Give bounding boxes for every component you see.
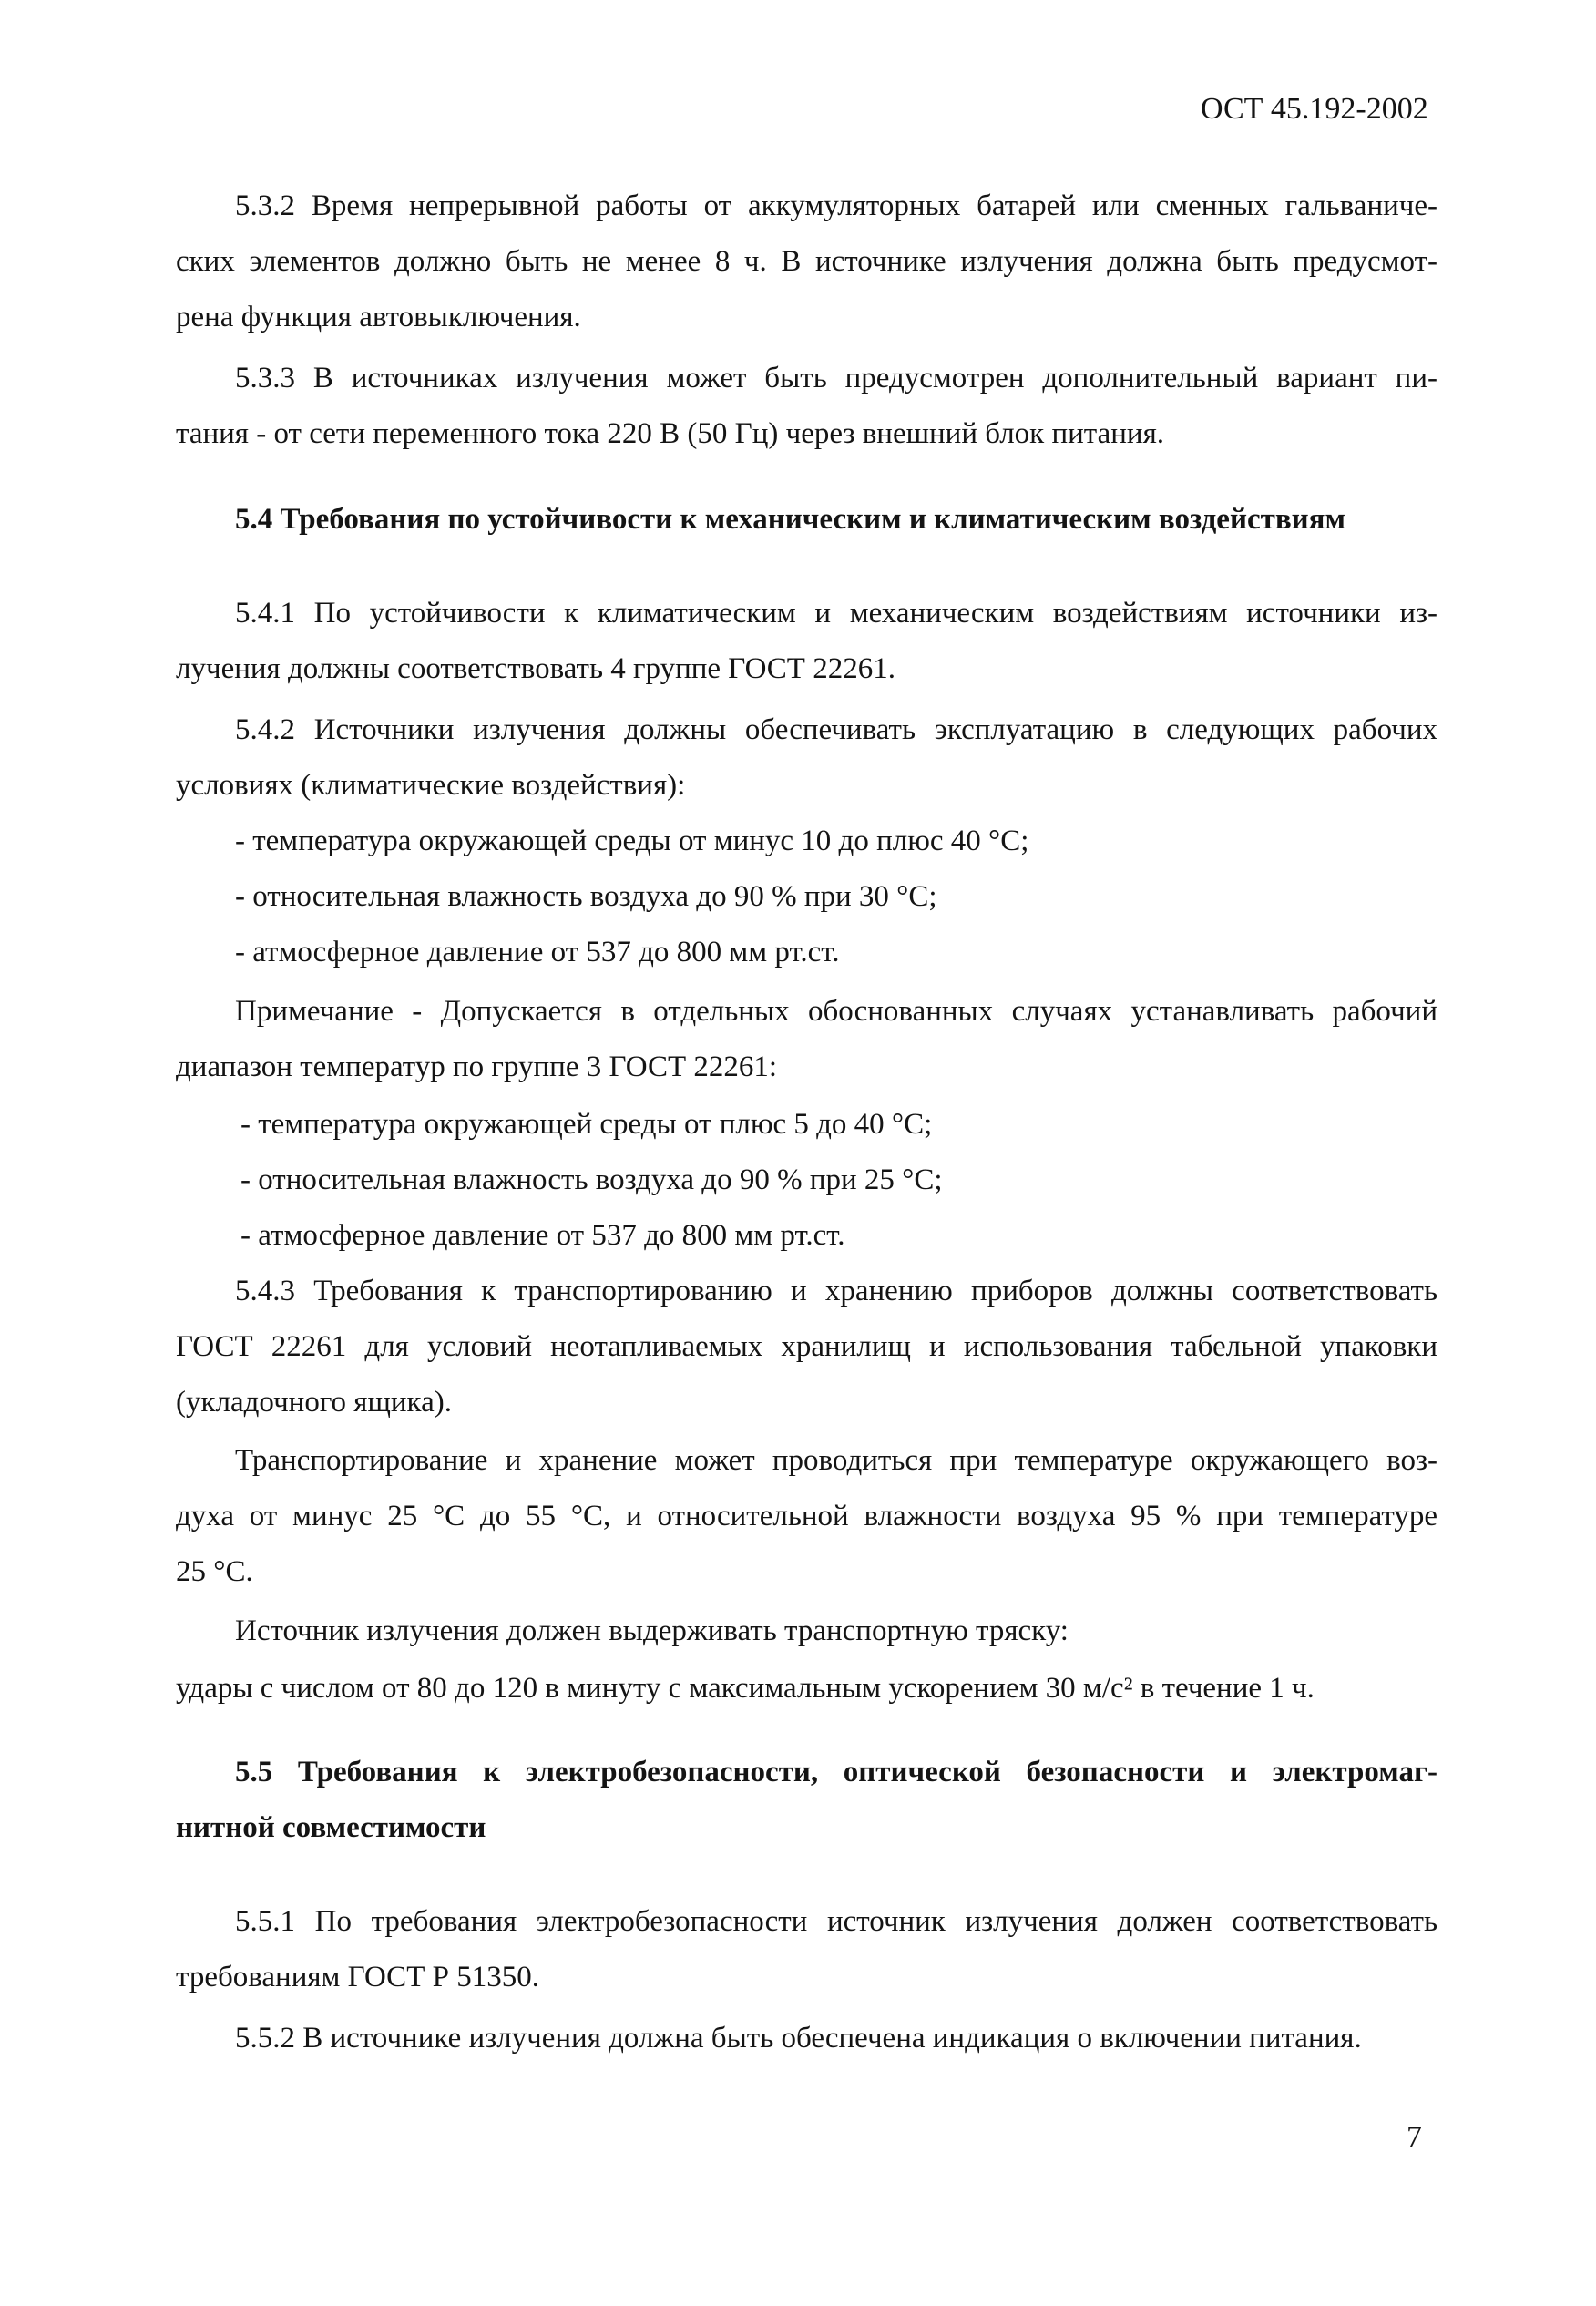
document-code: ОСТ 45.192-2002 [1201,92,1428,126]
paragraph-5-3-2-line: ских элементов должно быть не менее 8 ч. В источнике излучения должна быть предусмот- [176,245,1437,278]
paragraph-5-4-3-line: ГОСТ 22261 для условий неотапливаемых хранилищ и использования табельной упаковки [176,1330,1437,1363]
transport-paragraph-line: 25 °С. [176,1555,253,1588]
note-line: диапазон температур по группе 3 ГОСТ 22261: [176,1051,778,1083]
section-5-4-heading: 5.4 Требования по устойчивости к механическим и климатическим воздействиям [235,503,1345,536]
condition-list-item: - атмосферное давление от 537 до 800 мм рт.ст. [235,936,840,969]
note-list-item: - относительная влажность воздуха до 90 % при 25 °С; [240,1163,943,1196]
transport-paragraph-line: духа от минус 25 °С до 55 °С, и относительной влажности воздуха 95 % при температуре [176,1500,1437,1532]
section-5-5-heading: 5.5 Требования к электробезопасности, оптической безопасности и электромаг- [235,1756,1437,1788]
paragraph-5-4-3-line: (укладочного ящика). [176,1386,452,1419]
shake-paragraph-line: Источник излучения должен выдерживать транспортную тряску: [235,1614,1069,1647]
paragraph-5-4-2-line: 5.4.2 Источники излучения должны обеспечивать эксплуатацию в следующих рабочих [235,713,1437,746]
paragraph-5-5-1-line: 5.5.1 По требования электробезопасности источник излучения должен соответствовать [235,1905,1437,1938]
note-list-item: - температура окружающей среды от плюс 5 до 40 °С; [240,1108,933,1141]
shake-paragraph-line: удары с числом от 80 до 120 в минуту с максимальным ускорением 30 м/с² в течение 1 ч. [176,1672,1315,1705]
condition-list-item: - температура окружающей среды от минус 10 до плюс 40 °С; [235,825,1029,857]
note-line: Примечание - Допускается в отдельных обоснованных случаях устанавливать рабочий [235,995,1437,1028]
paragraph-5-3-2-line: 5.3.2 Время непрерывной работы от аккумуляторных батарей или сменных гальваниче- [235,190,1437,222]
paragraph-5-4-1-line: лучения должны соответствовать 4 группе ГОСТ 22261. [176,652,895,685]
transport-paragraph-line: Транспортирование и хранение может проводиться при температуре окружающего воз- [235,1444,1437,1477]
paragraph-5-5-2-line: 5.5.2 В источнике излучения должна быть обеспечена индикация о включении питания. [235,2022,1362,2055]
page-number: 7 [1407,2120,1422,2154]
paragraph-5-3-3-line: 5.3.3 В источниках излучения может быть предусмотрен дополнительный вариант пи- [235,362,1437,395]
paragraph-5-4-3-line: 5.4.3 Требования к транспортированию и хранению приборов должны соответствовать [235,1275,1437,1307]
paragraph-5-3-3-line: тания - от сети переменного тока 220 В (50 Гц) через внешний блок питания. [176,417,1165,450]
note-list-item: - атмосферное давление от 537 до 800 мм рт.ст. [240,1219,845,1252]
paragraph-5-3-2-line: рена функция автовыключения. [176,301,581,333]
paragraph-5-4-1-line: 5.4.1 По устойчивости к климатическим и механическим воздействиям источники из- [235,597,1437,630]
paragraph-5-4-2-line: условиях (климатические воздействия): [176,769,686,802]
condition-list-item: - относительная влажность воздуха до 90 % при 30 °С; [235,880,937,913]
paragraph-5-5-1-line: требованиям ГОСТ Р 51350. [176,1961,539,1993]
section-5-5-heading: нитной совместимости [176,1811,486,1844]
